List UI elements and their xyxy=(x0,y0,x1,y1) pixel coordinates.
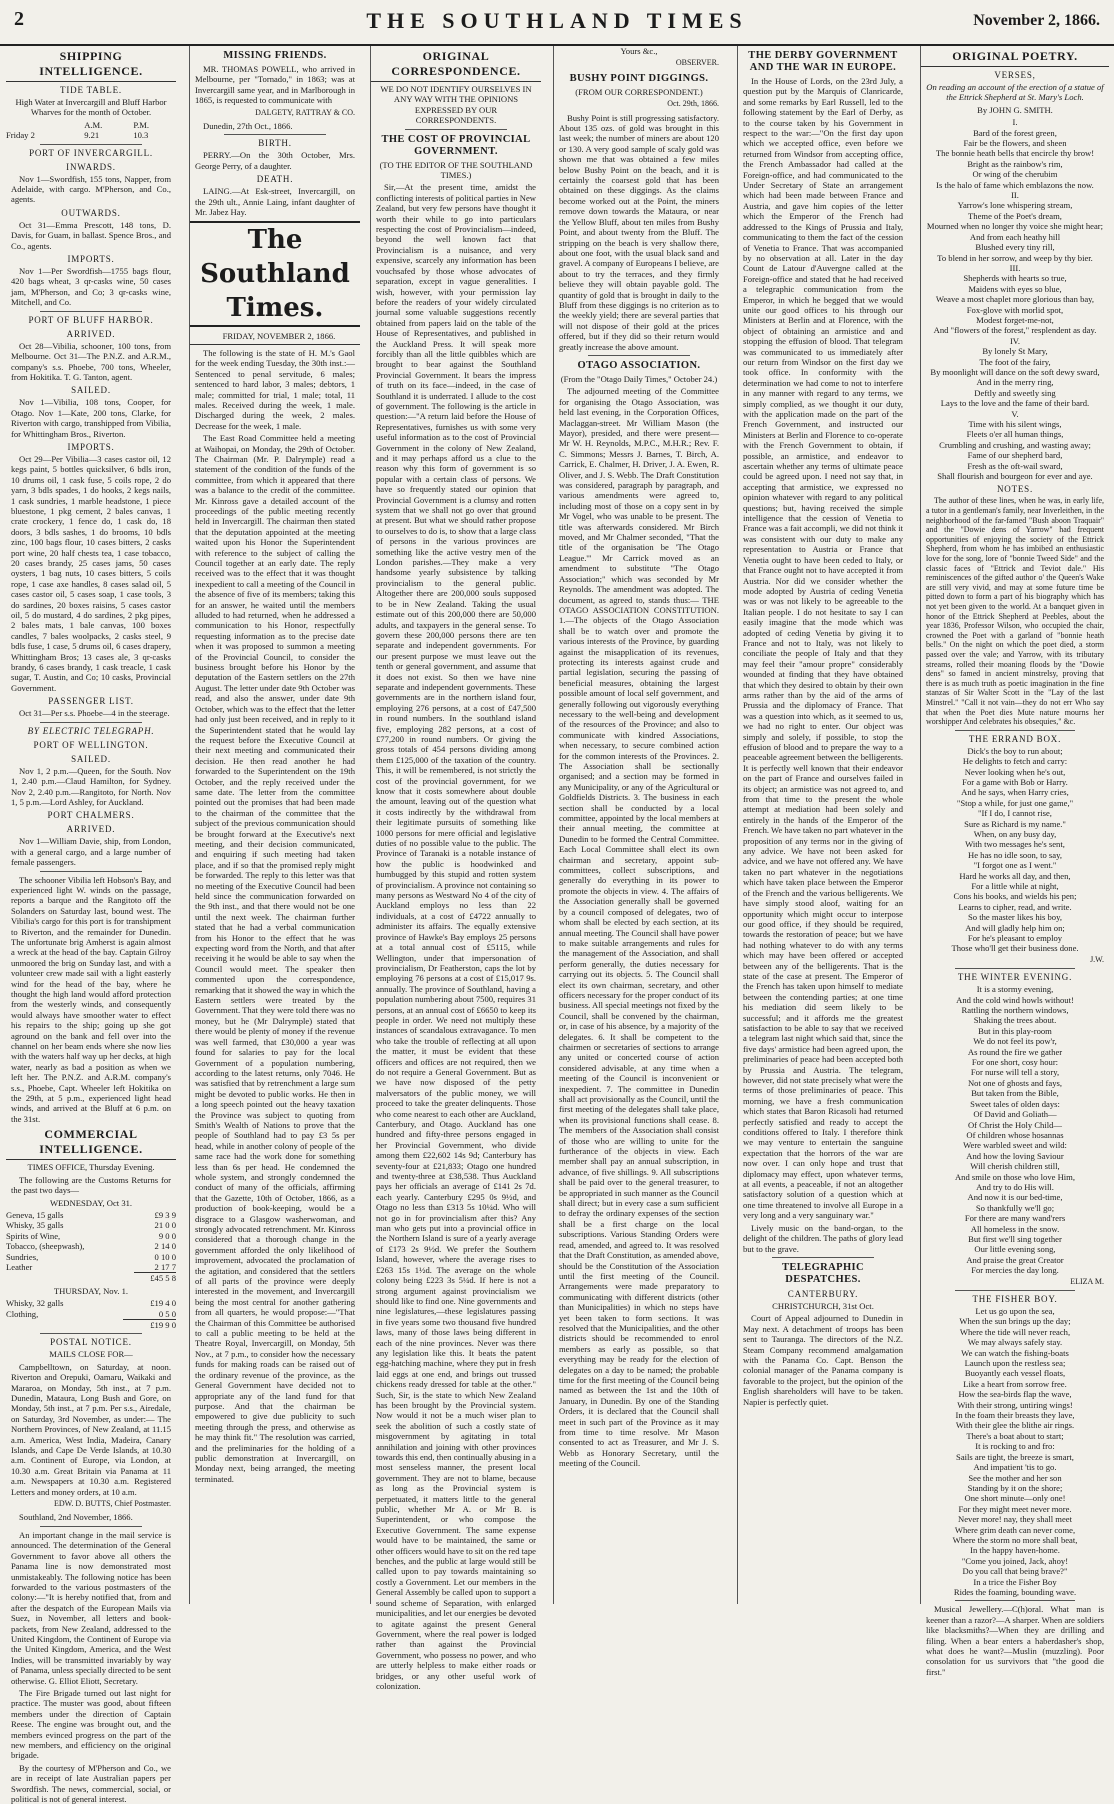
poem-line: For nurse will tell a story, xyxy=(970,1067,1060,1078)
divider xyxy=(40,871,142,872)
poem-line: Is the halo of fame which emblazons the now. xyxy=(936,179,1094,190)
customs-value: 0 10 0 xyxy=(154,1251,176,1262)
telegraphic-text: Court of Appeal adjourned to Dunedin in May next. A detachment of troops has been sent to Tauranga. The directors of the N.Z. Steam Company recommend amalgamation with the Panama Co. Capt. Benson the colonial manager of the Panama company is favorable to the project, but the opinion of the English shareholders will have to be taken. Napier is perfectly quiet. xyxy=(743,1313,903,1407)
column-1 xyxy=(6,46,176,1804)
poem-line: Learns to cipher, read, and write. xyxy=(958,901,1072,912)
tide-pm: 10.3 xyxy=(133,130,149,141)
poem-line: Modest forget-me-not, xyxy=(976,314,1054,325)
mail-notice-text: An important change in the mail service is announced. The determination of the General Government to favor above all others the Panama line is now demonstrated most unmistakeably. The following notice has been forwarded to the various postmasters of the colony:—"It is hereby notified that, from and after the despatch of the European Mails via Suez, in November, all letters and book-packets, from New Zealand, addressed to the United Kingdom, the Continent of Europe via the United Kingdom, America, and the West Indies, will be transmitted invariably by way of Panama, unless specially directed to be sent otherwise. G. Elliot Eliott, Secretary. xyxy=(11,1529,171,1686)
poem-line: Never more! nay, they shall meet xyxy=(958,1514,1072,1525)
poem-line: Hard he works all day, and then, xyxy=(959,870,1071,881)
poem-line: The bonnie heath bells that encircle thy brow! xyxy=(935,148,1095,159)
customs-row xyxy=(6,1220,176,1230)
birth-text: PERRY.—On the 30th October, Mrs. George Perry, of a daughter. xyxy=(195,150,355,171)
column-3 xyxy=(370,46,541,1691)
death-text: LAING.—At Esk-street, Invercargill, on the 29th ult., Annie Laing, infant daughter of Mr. Jabez Hay. xyxy=(195,186,355,218)
divider xyxy=(772,1257,874,1258)
divider xyxy=(955,968,1075,969)
tide-col-am: A.M. xyxy=(84,119,103,130)
poem-line: Bard of the forest green, xyxy=(973,127,1057,138)
poem-line: And try to do His will. xyxy=(976,1181,1054,1192)
poem-line: Not one of ghosts and fays, xyxy=(967,1077,1063,1088)
issue-date: FRIDAY, NOVEMBER 2, 1866. xyxy=(190,331,360,344)
poem-line: For a game with Bob or Harry. xyxy=(962,776,1068,787)
poem-line: In a trice the Fisher Boy xyxy=(973,1576,1057,1587)
errand-box-body xyxy=(921,746,1109,954)
tide-col-pm: P.M. xyxy=(133,119,150,130)
poem-line: Let us go upon the sea, xyxy=(975,1306,1055,1316)
poem-line: Or wing of the cherubim xyxy=(972,169,1058,180)
tide-day: Friday 2 xyxy=(6,130,35,141)
outwards-text: Oct 31—Emma Prescott, 148 tons, D. Davis, for Guam, in ballast. Spence Bros., and Co., agents. xyxy=(11,219,171,251)
poem-line: Like a heart from sorrow free. xyxy=(963,1378,1067,1389)
chalmers-text: Nov 1—William Davie, ship, from London, with a general cargo, and a large number of female passengers. xyxy=(11,836,171,868)
commercial-office: TIMES OFFICE, Thursday Evening. xyxy=(27,1162,155,1173)
poem-line: Cons his books, and wields his pen; xyxy=(953,891,1077,902)
poem-line: We can watch the fishing-boats xyxy=(961,1347,1069,1358)
customs-item: Sundries, xyxy=(6,1251,39,1262)
poem-line: By moonlight will dance on the soft dewy sward, xyxy=(930,366,1100,377)
port-invercargill-heading: PORT OF INVERCARGILL. xyxy=(29,147,153,158)
telegraphic-dateline: CHRISTCHURCH, 31st Oct. xyxy=(772,1300,874,1311)
poem-line: Bright as the rainbow's rim, xyxy=(967,158,1063,169)
poem-line: All homeless in the snow. xyxy=(970,1223,1060,1234)
missing-friends-place: Dunedin, 27th Oct., 1866. xyxy=(203,121,293,132)
poem-line: And "flowers of the forest," resplendent as day. xyxy=(933,325,1097,336)
divider xyxy=(955,1290,1075,1291)
provincial-cost-to: (TO THE EDITOR OF THE SOUTHLAND TIMES.) xyxy=(379,159,533,181)
poem-line: And praise the great Creator xyxy=(966,1254,1064,1265)
poem-line: As round the fire we gather xyxy=(967,1046,1063,1057)
inwards-heading: INWARDS. xyxy=(66,161,116,172)
poem-line: For mercies the day long. xyxy=(971,1265,1059,1276)
customs-item: Whisky, 32 galls xyxy=(6,1298,64,1309)
poem-line: It is rocking to and fro: xyxy=(975,1441,1055,1452)
poem-line: V. xyxy=(1011,408,1019,419)
poem-line: In the happy haven-home. xyxy=(970,1545,1060,1556)
poem-line: Rattling the northern windows, xyxy=(961,1005,1069,1016)
wellington-sailed-heading: SAILED. xyxy=(71,753,111,764)
otago-from: (From the "Otago Daily Times," October 24.) xyxy=(560,373,718,384)
poem-line: III. xyxy=(1009,262,1021,273)
divider xyxy=(955,1600,1075,1601)
postal-sub: MAILS CLOSE FOR— xyxy=(49,1349,133,1360)
poem-line: With two messages he's sent, xyxy=(965,839,1065,850)
poem-line: So thankfully we'll go; xyxy=(975,1202,1055,1213)
bushy-point-from: (FROM OUR CORRESPONDENT.) xyxy=(575,86,703,97)
poem-line: Deftly and sweetly sing xyxy=(974,387,1056,398)
telegraph-heading: BY ELECTRIC TELEGRAPH. xyxy=(27,725,155,736)
poem-line: So the master likes his boy, xyxy=(968,912,1062,923)
poem-line: Do you call that being brave?" xyxy=(962,1566,1068,1577)
poem-line: Weave a most chaplet more glorious than bay, xyxy=(935,294,1095,305)
postal-signed-place: Southland, 2nd November, 1866. xyxy=(19,1512,133,1523)
poem-line: Mourned when no longer thy voice she might hear; xyxy=(926,221,1104,232)
newspaper-running-title: THE SOUTHLAND TIMES xyxy=(366,8,748,33)
customs-item: Leather xyxy=(6,1262,33,1273)
customs-table-2 xyxy=(6,1298,176,1330)
column-4 xyxy=(553,46,724,1604)
customs-row xyxy=(6,1252,176,1262)
tide-table xyxy=(6,120,176,141)
derby-text: In the House of Lords, on the 23rd July, a question put by the Marquis of Clanricarde, and some remarks by Earl Russell, led to the following statement by the Earl of Derby, as to the course taken by his Government in respect to the war:—"On the first day upon which we accepted office, even before we returned from Windsor from accepting office, the French Ambassador had called at the Foreign-office, and had communicated to the Under Secretary of State an arrangement which had been made between France and Austria, and gave him copies of the letter which the Emperor of the French had addressed to the Kings of Prussia and Italy, communicating to them the fact of the cession of Venetia to France. That was accompanied by no observation at all. Later in the day Count de Latour d'Auvergne called at the Foreign-office and stated that he had received a telegraphic communication from the Emperor, in which he begged that we would unite our good offices to his through our Ministers at Berlin and at Florence, with the object of obtaining an armistice and and stopping the effusion of blood. That telegram was communicated to us immediately after our return from Windsor on the first day we took office. In conformity with the determination we had come to not to interfere in any manner with regard to any terms, we simply complied, as we thought it our duty, with the application made on the part of the French Government, and instructed our Ministers at Berlin and Florence to co-operate with the French Government to obtain, if possible, an armistice, and endeavor to ascertain whether any terms of ultimate peace could be agreed upon. I need not say that, in accepting that armistice, we expressed no opinion whatever with regard to any political questions; but, having received the simple intelligence that the cession of Venetia to France was a fait accompli, we did not think it was consistent with our duty to make any representation to Austria or France that Venetia ought to have been ceded to Italy, or that France ought not to have accepted it from Austria. Nor did we consider whether the mode adopted by Austria of ceding Venetia was or was not likely to be agreeable to the Italian people. I do not hesitate to say I can easily imagine that the mode which was adopted of ceding Venetia by giving it to France and not to Italy, was not likely to conciliate the people of Italy and that they may feel their "amour propre" considerably wounded at finding that they have obtained that which they desired to obtain by their own arms rather than by the aid of the arms of Prussia and the diplomacy of France. That was a question into which, as it seemed to us, we had no right to enter. Our object was simply and solely, if possible, to stop the effusion of blood and to prepare the way to a peaceable agreement between the belligerents. It is perfectly well known that their endeavor on the part of France and ourselves failed in its object; an armistice was not agreed to, and from that time to the present the whole attempt at mediation had been solely and entirely in the hands of the Emperor of the French. We have taken no part whatever in the proposition of any terms nor in the giving of any advice. We have not been asked for advice, and we have not offered any. We have taken no part whatever in the negotiations which have taken place between the Emperor of the French and the various belligerents. We have simply stood aloof, waiting for an opportunity which might occur to interpose our good office, if they should be required, towards the restoration of peace; but we have had nothing whatever to do with any terms which may have been offered or accepted between any of the belligerents. That is the state of the case at present. The Emperor of the French has taken upon himself to mediate between the contending parties; at one time his mediation did seem likely to be successful; and it affords me the greatest satisfaction to be able to say that we received a telegram last night which said that, since the five days' armistice had been agreed upon, the preliminaries of peace had been accepted both by Prussia and Austria. The telegram, however, did not state precisely what were the terms of those preliminaries of peace. This morning, we have a fresh communication which states that Baron Ricasoli had returned perfectly satisfied and ready to accept the conditions offered to Italy. I therefore think we may venture to entertain the sanguine expectation that the horrors of the war are now over. I can only hope and trust that diplomacy may effect, upon whatever terms, at all events, a peaceable, if not an altogether satisfactory solution of a question which at one time threatened to involve all Europe in a very long and a very sanguinary war." xyxy=(743,76,903,1221)
poem-line: And the cold wind howls without! xyxy=(956,994,1074,1005)
poem-line: Where grim death can never come, xyxy=(954,1524,1076,1535)
customs-table-1 xyxy=(6,1210,176,1284)
correspondence-disclaimer: WE DO NOT IDENTIFY OURSELVES IN ANY WAY WITH THE OPINIONS EXPRESSED BY OUR CORRESPONDENTS. xyxy=(380,84,532,126)
poem-line: The foot of the fairy, xyxy=(979,356,1051,367)
poem-line: "If I do, I cannot rise, xyxy=(978,808,1052,819)
otago-heading: OTAGO ASSOCIATION. xyxy=(577,359,701,371)
poem-line: In the foam their breasts they lave, xyxy=(955,1410,1075,1421)
divider xyxy=(955,730,1075,731)
poem-line: Standing by it on the shore; xyxy=(967,1482,1063,1493)
arrived-text: Oct 28—Vibilia, schooner, 100 tons, from Melbourne. Oct 31—The P.N.Z. and A.R.M., company's s.s. Phoebe, 700 tons, Wheeler, from Hokitika. T. G. Tanton, agent. xyxy=(11,340,171,382)
inwards-text: Nov 1—Swordfish, 155 tons, Napper, from Adelaide, with cargo. M'Pherson, and Co., agents. xyxy=(11,173,171,205)
telegraphic-heading: TELEGRAPHIC DESPATCHES. xyxy=(782,1261,864,1285)
poem-line: And smile on those who love Him, xyxy=(954,1171,1076,1182)
poem-line: Never looking when he's out, xyxy=(964,766,1066,777)
poem-line: When the sun brings up the day; xyxy=(959,1316,1071,1327)
courtesy-text: By the courtesy of M'Pherson and Co., we are in receipt of late Australian papers per Swordfish. The news, commercial, social, or political is not of general interest. xyxy=(11,1762,171,1804)
telegraphic-place: CANTERBURY. xyxy=(787,1288,859,1299)
commercial-heading: COMMERCIAL INTELLIGENCE. xyxy=(6,1127,176,1160)
shipping-heading: SHIPPING INTELLIGENCE. xyxy=(6,49,176,82)
header-date: November 2, 1866. xyxy=(973,12,1100,29)
editorial-gaol: The following is the state of H. M.'s Gaol for the week ending Tuesday, the 30th inst.:—Sentenced to penal servitude, 6 males; sentenced to hard labor, 3 males; debtors, 1 male; committed for trial, 1 male; total, 11 males. Received during the week, 1 male. Discharged during the week, 2 males. Decrease for the week, 1 male. xyxy=(195,347,355,431)
missing-friends-heading: MISSING FRIENDS. xyxy=(223,50,327,61)
port-chalmers-heading: PORT CHALMERS. xyxy=(47,810,135,821)
customs-item: Clothing, xyxy=(6,1308,39,1319)
customs-value: 9 0 0 xyxy=(158,1230,176,1241)
passenger-text: Oct 31—Per s.s. Phoebe—4 in the steerage. xyxy=(19,708,170,719)
poem-line: But taken from the Bible, xyxy=(971,1088,1059,1099)
provincial-cost-text: Sir,—At the present time, amidst the conflicting interests of political parties in New Zealand, but very few persons have thought it worth their while to go into particulars respecting the cost of Provincialism—indeed, beyond the well known fact that Provincialism is a nuisance, and very expensive, scarcely any information has been vouchsafed by those whose advocates of separation, except in vague generalities. I wish, however, with your permission lay before the readers of your widely circulated journal some valuable suggestions recently obtained from papers laid on the table of the House of Representatives, and published in the Auckland Press. It will speak more forcibly than all the little quibbles which are brought to bear against the Southland Provincial Government. It bears the impress of truth on its face—indeed, in the case of Southland it is underrated. I allude to the cost of government. The following is the article in question:—"A return laid before the House of Representatives, furnishes us with some very useful information as to the cost of Provincial Government in the colony of New Zealand, and it may perhaps afford us a clue to the reason why this form of government is so popular with a certain class of persons. We have so frequently stated our opinion that Provincial Government is a clumsy and rotten system that we shall not go over that ground at present. But what we should rather propose to ourselves to do is, to show that a large class of persons in the various provinces are something like the active vestry men of the London parishes.—They make a very handsome yearly subsistence by talking provincialism to the general public. Altogether there are 200,000 souls supposed to be in New Zealand. Taking the usual estimate out of this 200,000 there are 50,000 adults, and taxpayers in the general sense. To govern these 200,000 persons there are ten separate and independent governments. For our present purpose we must leave out the tenth or general government, and assume that it does not exist. So then we have nine separate and independent governments. These governments are in the northern island four, employing 276 persons, at a cost of £47,500 in round numbers. In the southland island five, employing 282 persons, at a cost of £77,200 in round numbers. Or giving the gross totals of 454 persons dividing among them £125,000 of the taxation of the country. This, it will be remembered, is not strictly the cost of the provincial government, for we know that it costs somewhere about double the amount, leaving out of the question what it costs indirectly by the withdrawal from their legitimate pursuits of something like 1000 persons for mere official and legislative duties of no possible value to the public. The Province of Taranaki is a notable instance of how the public is hoodwinked and humbugged by this stupid and rotten system of provincialism. A province not containing so many persons as Westward No 4 of the city of Auckland employs no less than 22 individuals, at a cost of £4722 annually to administer its affairs. The equally extensive province of Hawke's Bay employs 25 persons at a total annual cost of £5115, while Wellington, under that impersonation of provincialism, Dr Featherston, caps the lot by employing 76 persons at a cost of £15,017 9s. annually. The province of Southland, having a population numbering about 7500, requires 31 persons, at an annual cost of £6650 to keep its people in order. We need not multiply these instances of scandalous extravagance. To men who take the trouble of reflecting at all upon the matter, it must be evident that these officers and offices are not required, then we do not require a General Government. But as we have now disposed of the petty malversators of the public money, we will proceed to take the greater delinquents. Those who come nearest to each other are Auckland, Canterbury, and Otago. Auckland has one hundred and fifty-three persons engaged in her Provincial Government, who divide among them £22,602 14s 9d; Canterbury has seventy-four at £21,833; Otago one hundred and twenty-three at £38,538. Thus Auckland pays her officials an average of £141 2s 7d. each yearly. Canterbury £295 0s 9½d, and Otago no less than £313 5s 10¼d. Who will not go in for provincialism after this? Any man who gets put into a provincial office in the Northern Island is sure of a yearly average of £173 2s 9½d. We prefer the Southern Island, however, where the average rises to £263 15s 1½d. The average on the whole colony being £223 3s 5¼d. If here is not a strong argument against provincialism we should like to find one. Nine governments and nine legislatures,—these legislatures passing in five years some two thousand five hundred laws, many of those laws being different in each of the nine provinces. Never was there any legislation like this. It beats the patent egg-hatching machine, where they put in fresh laid eggs at one end, and brings out trussed chickens ready dressed for table at the other." Such, Sir, is the state to which New Zealand has been brought by the Provincial system. Now would it not be a much wiser plan to seek the abolition of such a costly state of misgovernment by agitating in total annihilation and joining with other provinces towards this end, then continually abusing in a most senseless manner, the present local government. They are not to blame, because as long as the Provincial system is perpetuated, it matters little to the general public, whether Mr A. or Mr B. is Superintendent, or who compose the Executive Government. The same expense would have to be maintained, the same or other officers would have to sit on the red tape benches, and the public at large would still be called upon to pay towards maintaining so costly a Government. Let our members in the General Assembly be called upon to support a sound scheme of Separation, with enlarged municipalities, and let our energies be devoted to agitate against the present General Government, where the real power is lodged rather than against the Provincial Government, who possess no power, and who are utterly helpless to make either roads or bridges, or any other useful work of colonization. xyxy=(376,182,536,1691)
tide-am: 9.21 xyxy=(84,130,100,141)
poem-line: Those who'll get their business done. xyxy=(951,943,1079,954)
customs-item: Whisky, 35 galls xyxy=(6,1220,64,1231)
customs-row xyxy=(6,1241,176,1251)
winter-evening-signature: ELIZA M. xyxy=(1070,1276,1104,1286)
poem-line: Of Christ the Holy Child— xyxy=(967,1119,1063,1130)
poem-line: With their strong, untiring wings! xyxy=(957,1399,1073,1410)
poem-line: For they might meet never more. xyxy=(958,1503,1072,1514)
customs-row xyxy=(6,1309,176,1320)
verses-title: VERSES, xyxy=(994,70,1036,80)
poem-line: Rides the foaming, bounding wave. xyxy=(953,1586,1077,1597)
poem-line: Dick's the boy to run about; xyxy=(967,745,1063,756)
column-5 xyxy=(737,46,908,1604)
otago-text: The adjourned meeting of the Committee for organising the Otago Association, was held last evening, in the Corporation Offices, Maclaggan-street. Mr William Mason (the Mayor), presided, and there were present—Mr W. H. Reynolds, M.P.C., M.H.R.; Rev. F. C. Simmons; Messrs J. Barnes, T. Birch, A. Carrick, E. Chalmer, H. Driver, J. A. Ewen, R. Oliver, and J. S. Webb. The Draft Constitution was considered, paragraph by paragraph, and various amendments were agreed to, including most of those on a copy sent in by Mr Vogel, who was unable to be present. The title was afterwards considered. Mr Birch moved, and Mr Chalmer seconded, "That the title of the organisation be 'The Otago League.'" Mr Carrick moved as an amendment to substitute "The Otago Association;" which was seconded by Mr Reynolds. The amendment was adopted. The document, as agreed to, stands thus:— THE OTAGO ASSOCIATION CONSTITUTION. 1.—The objects of the Otago Association shall be to watch over and promote the various interests of the Province, by guarding against the misapplication of its revenues, protecting its interests against crude and partial legislation, securing the passing of beneficial measures, obtaining the largest possible amount of local self government, and generally following out vigorously everything necessary to the well-being and development of the resources of the Province; and also to communicate with kindred Associations, when necessary, to secure combined action for the common interests of the Provinces. 2. The Association shall be sectionally organised; and a section may be formed in any Municipality, or any of the Agricultural or Goldfields Districts. 3. The business in each section shall be conducted by a local committee, appointed by the local members at their annual meeting, the committee at Dunedin to be formed the Central Committee. Each Local Committee shall elect its own chairman and secretary, appoint sub-committees, collect subscriptions, and generally do everything in its power to promote the objects in view. 4. The affairs of the Association generally shall be governed by a council composed of delegates, two of whom shall be elected by each section, at its annual meeting. The Council shall have power to make suitable arrangements and rules for the management of the Association, and shall perform generally, the duties necessary for carrying out its objects. 5. The Council shall elect its own chairman, secretary, and other officers necessary for the proper conduct of its business. All special meetings not fixed by the Council, shall be convened by the chairman, or, in case of his absence, by a majority of the delegates. 6. It shall be competent to the chairmen or secretaries of sections to arrange any united or concerted course of action considered advisable, at any time when a meeting of the Council is inconvenient or inexpedient. 7. The committee in Dunedin shall act provisionally as the Council, until the first meeting of the delegates shall take place, when its provisional functions shall cease. 8. The members of the Association shall consist of those who are willing to unite for the furtherance of the objects in view. Each member shall pay an annual subscription, in advance, of five shillings. 9. All subscriptions shall be paid over to the general treasurer, to be appropriated in such manner as the Council shall direct; but in every case a sum sufficient to defray the ordinary expenses of the section shall be a first charge on the local subscriptions. Various Standing Orders were read, amended, and agreed to. It was resolved that the Draft Constitution, as amended above, should be the Constitution of the Association until the first meeting of the Council. Arrangements were made preparatory to communicating with different districts (other than Municipalities) in which no steps have yet been taken to form sections. It was resolved that the Municipalities, and the other districts should be recommended to enrol members as early as possible, so that everything may be ready for the election of delegates on a day to be named; the probable time for the first meeting of the Council being named as between the 1st and the 10th of January, in Dunedin. By one of the Standing Orders, it is declared that the Council shall meet in such part of the Province as it may from time to time resolve. Mr Mason consented to act as Treasurer, and Mr J. S. Webb as Honorary Secretary, until the meeting of the Council. xyxy=(559,386,719,1469)
customs-item: Tobacco, (sheepwash), xyxy=(6,1241,85,1252)
tide-heading: TIDE TABLE. xyxy=(60,85,122,95)
customs-value: 2 17 7 xyxy=(154,1261,176,1272)
poem-line: "I forgot one as I went." xyxy=(973,860,1057,871)
shipping-news-text: The schooner Vibilia left Hobson's Bay, and experienced light W. winds on the passage, reports a barque and the Rangitoto off the Solanders on Saturday last, bound west. The Vibilia's cargo for this port is for transhipment to Riverton, and the remainder for Dunedin. The unfortunate brig Amherst is again almost a wreck at the head of the bay. Captain Gilroy unmoored the brig on Sunday last, and with a volunteer crew made sail with a light easterly wind for the head of the bay, where he thought the high land would afford protection from the westerly winds, and consequently would always have smoother water to effect his repairs to the ship; going up she got aground on the bank and fell over into the channel on her beam ends where she now lies with the waters half way up her decks, at high water, nearly as bad a position as when we left her. The P.N.Z. and A.R.M. company's s.s., Phoebe, Capt. Wheeler left Hokitika on the 29th, at 5 p.m., experienced light head winds, and arrived at the Bluff at 6 p.m. on the 31st. xyxy=(11,874,171,1124)
imports-text: Nov 1—Per Swordfish—1755 bags flour, 420 bags wheat, 3 qr-casks wine, 50 cases jam, M'Pherson, and Co; 3 qr-casks wine, Mitchell, and Co. xyxy=(11,266,171,308)
divider xyxy=(588,355,690,356)
poem-line: To blend in her sorrow, and weep by thy bier. xyxy=(937,252,1093,263)
divider xyxy=(224,134,326,135)
customs-row xyxy=(6,1231,176,1241)
poem-line: And impatient 'tis to go. xyxy=(973,1462,1057,1473)
poem-line: Sweet tales of olden days: xyxy=(970,1098,1060,1109)
verses-body xyxy=(921,117,1109,481)
passenger-list-heading: PASSENGER LIST. xyxy=(48,696,134,707)
poem-line: For he's pleasant to employ xyxy=(967,933,1063,943)
arrived-heading: ARRIVED. xyxy=(66,328,116,339)
divider xyxy=(40,722,142,723)
imports2-text: Oct 29—Per Vibilia—3 cases castor oil, 12 kegs paint, 5 bottles quicksilver, 6 bdls iron, 10 drums oil, 1 cask fuse, 5 coils rope, 2 do yarn, 3 bdls spades, 1 do hooks, 2 kegs nails, 1 cask sundries, 1 marble headstone, 1 piece bluestone, 1 pkg cement, 2 bales canvas, 1 crate crockery, 1 fence do, 1 cask do, 18 doors, 3 bdls sashes, 1 do brooms, 10 bdls zinc, 100 bags flour, 10 cases bitters, 2 casks port wine, 20 half chests tea, 1 case tobacco, 20 cases brandy, 25 cases jams, 50 cases oysters, 1 bag nuts, 10 cases bitters, 5 coils rope, 1 case axe handles, 8 cases salad oil, 5 cases castor oil, 5 cases soap, 1 case tools, 3 do sardines, 20 boxes raisins, 5 cases castor oil, 5 do mustard, 4 do sardines, 2 pkg pipes, 2 bales mats, 1 bale canvas, 100 boxes candles, 7 bales woolpacks, 2 casks steel, 9 bdls fuse, 1 case, 5 drums oil, 6 cases drapery, Whittingham Bros; 13 cases ale, 3 qr-casks brandy, 6 cases brandy, 1 cask treacle, 1 cask sugar, T. Austin, and Co; 10 casks, Provincial Government. xyxy=(11,453,171,693)
poem-line: And now it is our bed-time, xyxy=(967,1192,1063,1203)
poem-line: Shall flourish and bourgeon for ever and aye. xyxy=(937,471,1093,482)
death-heading: DEATH. xyxy=(256,174,294,185)
correspondence-close: Yours &c., xyxy=(620,46,658,56)
poem-line: And in the merry ring, xyxy=(976,377,1054,388)
poem-line: I. xyxy=(1012,117,1018,128)
customs-total: £19 9 0 xyxy=(123,1319,176,1330)
poem-line: And how the loving Saviour xyxy=(966,1150,1064,1161)
poem-line: Fox-glove with morlid spot, xyxy=(966,304,1064,315)
poem-line: And he says, when Harry cries, xyxy=(961,787,1069,798)
bushy-point-heading: BUSHY POINT DIGGINGS. xyxy=(569,72,709,84)
poem-line: Shaking the trees about. xyxy=(973,1015,1057,1026)
imports2-heading: IMPORTS. xyxy=(67,441,115,452)
poem-line: Sails are tight, the breeze is smart, xyxy=(956,1451,1074,1462)
errand-box-title: THE ERRAND BOX. xyxy=(968,733,1062,744)
poem-line: "Come you joined, Jack, ahoy! xyxy=(961,1555,1069,1566)
editorial-east-road: The East Road Committee held a meeting at Waihopai, on Monday, the 29th of October. The Chairman (Mr. P. Dalrymple) read a statement of the condition of the funds of the committee, from which it appeared that there was a balance to the credit of the committee. Mr. Kinross gave a detailed account of the proceedings of the public meeting recently held in Invercargill. The chairman then stated that the deputation appointed at the meeting waited upon his Honor the Superintendent with reference to the subject of calling the Council together at an early date. The reply received was to the effect that it was thought inexpedient to call a meeting of the Council in the absence of five of its members; taking this for an answer, he waited until the members alluded to had returned, when he addressed a communication to his Honor, respectfully requesting information as to the precise date when it was proposed to summon a meeting of the Provincial Council, to consider the business brought before his Honor by the deputation of the Eastern settlers on the 27th August. The letter under date 9th October was read, and also the answer, under date 9th October, which was to the effect that the letter had only just been received, and in reply to it the Superintendent stated that he would lay the request before the Executive Council at their next meeting and communicated their decision. He then read another he had forwarded to the Superintendent on the 19th October, and the reply received under the same date. The letter from the committee pointed out the promises that had been made to the chairman of the committee that the subject of the previous communication should be brought forward at the Executive's next meeting, and their decision communicated, and enquiring if such meeting had taken place, and if so that the promised reply might be forwarded. The reply to this letter was that no meeting of the Executive Council had been held since the communication forwarded on the 9th inst., and that there would not be one until the next week. The chairman further stated that he had a verbal communication from his Honor to the effect that he was expecting word from the North, and that after receiving it he would be able to say when the Council would meet. The speaker then commented upon the correspondence, remarking that it showed the way in which the Eastern settlers were treated by the Government. That they were told there was no money, but he (Mr Dalrymple) stated that there would be plenty of money if the revenue was well farmed, that £30,000 a year was found for salaries to pay for the local Government of a population numbering, according to the latest returns, only 7046. He was satisfied that by retrenchment a large sum might be devoted to public works. He then in a long speech pointed out the heavy taxation the Province was subject to quoting from Smith's Wealth of Nations to prove that the people of Southland had to pay £3 5s per head, while in another colony of people of the same race had the work done for something less than 6s per head. He condemned the whole system, and strongly condemned the conduct of many of the officials, affirming that the Gazette, 10th of October, 1866, as a production of book-keeping, would be a disgrace to a Glasgow washerwoman, and strongly advocated retrenchment. Mr. Kinross considered that a thorough change in the government afforded the only likelihood of improvement, advocated the proclamation of the agitation, and considered that the settlers of all parts of the province were deeply interested in the movement, and Invercargill being the most central for another gathering from all quarters, he would propose:—"That the Chairman of this Committee be authorised to call a public meeting to be held at the Theatre Royal, Invercargill, on Monday, 5th Nov., at 7 p.m., to consider how the necessary funds for making roads can be raised out of the ordinary revenue of the province, as the General Government have decided not to appropriate any of the land fund for that purpose. And that the chairman be empowered to give due publicity to such meeting through the press, and otherwise as he may think fit." The resolution was carried, and the preliminaries for the holding of a public demonstration at Invercargill, on Monday next, being arranged, the meeting terminated. xyxy=(195,433,355,1484)
notes-heading: NOTES. xyxy=(996,484,1034,495)
poetry-heading: ORIGINAL POETRY. xyxy=(921,49,1109,67)
derby-tail: Lively music on the band-organ, to the delight of the children. The paths of glory lead but to the grave. xyxy=(743,1222,903,1254)
poem-line: See the mother and her son xyxy=(968,1472,1062,1483)
poem-line: Crumbling and crushing, and wasting away; xyxy=(939,439,1091,450)
divider xyxy=(40,1333,142,1334)
divider xyxy=(40,1526,142,1527)
correspondence-signer: OBSERVER. xyxy=(675,58,719,68)
poem-line: Fair be the flowers, and sheen xyxy=(963,138,1067,149)
fire-brigade-text: The Fire Brigade turned out last night for practice. The muster was good, about fifteen members under the direction of Captain Reese. The engine was brought out, and the members evinced progress on the part of the new members, and efficiency on the original brigade. xyxy=(11,1687,171,1761)
poem-line: Buoyantly each vessel floats, xyxy=(964,1368,1066,1379)
divider xyxy=(40,144,142,145)
poem-line: We do not feel its pow'r, xyxy=(973,1036,1057,1047)
poem-line: Were warbled sweet and wild: xyxy=(963,1140,1067,1151)
sailed-heading: SAILED. xyxy=(71,385,111,396)
poem-line: Fame of our shepherd bard, xyxy=(967,450,1063,461)
poem-line: Blushed every tiny rill, xyxy=(975,242,1055,253)
poem-line: Our little evening song, xyxy=(974,1244,1056,1255)
poem-line: Where the tide will never reach, xyxy=(959,1326,1071,1337)
poem-line: Fresh as the oft-wail sward, xyxy=(967,460,1063,471)
poem-line: For a little while at night, xyxy=(971,880,1059,891)
postal-text: Campbelltown, on Saturday, at noon. Riverton and Orepuki, Oamaru, Waikaki and Mararoa, on Monday, 5th inst., at 7 p.m. Dunedin, Mataura, Long Bush and Gore, on Monday, 5th inst., at 7 p.m. Per s.s., Airedale, on Saturday, 3rd November, as under:— The Northern Provinces, of New Zealand, at 11.15 a.m. America, West India, Madeira, Canary Islands, and Cape De Verde Islands, at 10.30 a.m. Continent of Europe, via London, at 10.30 a.m. Great Britain via Panama at 11 a.m. Newspapers at 10.30 a.m. Registered Letters and money orders, at 10 a.m. xyxy=(11,1361,171,1497)
imports-heading: IMPORTS. xyxy=(67,254,115,265)
poem-line: He delights to fetch and carry: xyxy=(962,756,1068,767)
winter-evening-body xyxy=(921,984,1109,1275)
poem-line: Maidens with eyes so blue, xyxy=(968,283,1062,294)
poem-line: It is a stormy evening, xyxy=(976,984,1054,995)
poem-line: For one short, cosy hour: xyxy=(971,1057,1059,1068)
postal-heading: POSTAL NOTICE. xyxy=(50,1337,132,1348)
poem-line: And will gladly help him on; xyxy=(965,922,1065,933)
page-number: 2 xyxy=(14,8,24,30)
fisher-boy-body xyxy=(921,1306,1109,1597)
poem-line: Of children whose hosannas xyxy=(966,1129,1064,1140)
chalmers-arrived-heading: ARRIVED. xyxy=(66,824,116,835)
missing-friends-signer: DALGETY, RATTRAY & CO. xyxy=(255,107,355,117)
customs-item: Spirits of Wine, xyxy=(6,1230,61,1241)
correspondence-heading: ORIGINAL CORRESPONDENCE. xyxy=(371,49,541,82)
customs-total: £45 5 8 xyxy=(134,1273,176,1284)
customs-value: £9 3 9 xyxy=(154,1209,176,1220)
poem-line: But first we'll sing together xyxy=(968,1233,1062,1244)
port-bluff-heading: PORT OF BLUFF HARBOR. xyxy=(28,314,154,325)
poem-line: By lonely St Mary, xyxy=(982,346,1048,357)
customs-value: 2 14 0 xyxy=(154,1241,176,1252)
poem-line: He has no idle soon, to say, xyxy=(968,849,1062,860)
derby-heading: THE DERBY GOVERNMENT AND THE WAR IN EUROPE. xyxy=(748,50,898,73)
poem-line: Yarrow's lone whispering stream, xyxy=(957,200,1073,211)
birth-heading: BIRTH. xyxy=(258,138,292,149)
poem-line: For there are many wand'rers xyxy=(964,1213,1066,1224)
customs-row xyxy=(6,1210,176,1220)
poem-line: Sure as Richard is my name." xyxy=(964,818,1066,829)
poem-line: IV. xyxy=(1009,335,1021,346)
verses-author: By JOHN G. SMITH. xyxy=(977,104,1053,115)
customs-item: Geneva, 15 galls xyxy=(6,1209,64,1220)
poem-line: One short minute—only one! xyxy=(964,1493,1066,1504)
jokes-text: Musical Jewellery.—C(h)oral. What man is keener than a razor?—A sharper. When are soldiers like blacksmiths?—When they are drilling and filing. When a bear enters a haberdasher's shop, what does he want?—Muslin (muzzling). Poor consolation for us survivors that "the good die first." xyxy=(926,1604,1104,1677)
outwards-heading: OUTWARDS. xyxy=(61,207,121,218)
port-wellington-heading: PORT OF WELLINGTON. xyxy=(33,739,149,750)
poem-line: How the sea-birds flap the wave, xyxy=(958,1389,1072,1400)
bushy-point-text: Bushy Point is still progressing satisfactory. About 135 ozs. of gold was brought in this last week; the number of miners are about 120 or 130. A very good sample of scaly gold was shown me that was obtained a few miles below Bushy Point on the beach, and it is certainly the coarsest gold that has been obtained on these diggings. As the claims become worked out at the Point, the miners remove down towards the Mataura, or near the Yellow Bluff, about ten miles from Bushy Point, and about twenty from the Bluff. The stripping on the beach is very shallow there, about one foot, with the usual black sand and gravel. A company of Europeans I believe, are about to try the terraces, and they firmly believe they will obtain payable gold. The quantity of gold that is brought in daily to the Bluff from these diggings is no criterion as to the weekly yield; there are several parties that will not dispose of their gold at the prices offered, but if they did so their return would greatly increase the above amount. xyxy=(559,112,719,352)
poem-line: Launch upon the restless sea; xyxy=(964,1358,1066,1369)
poem-line: We may always safely stay. xyxy=(967,1337,1063,1348)
customs-value: 0 5 0 xyxy=(158,1308,176,1319)
poem-line: Of David and Goliath— xyxy=(973,1109,1057,1120)
poem-line: And from each heathy hill xyxy=(969,231,1061,242)
column-2 xyxy=(189,46,360,1604)
divider xyxy=(40,311,142,312)
tide-note: High Water at Invercargill and Bluff Harbor Wharves for the month of October. xyxy=(15,97,167,118)
poem-line: "Stop a while, for just one game," xyxy=(956,797,1074,808)
column-6 xyxy=(920,46,1109,1677)
poem-line: Theme of the Poet's dream, xyxy=(968,210,1062,221)
customs-value: 21 0 0 xyxy=(154,1220,176,1231)
poem-line: Time with his silent wings, xyxy=(968,419,1062,429)
poem-line: With their glee the blithe air rings. xyxy=(955,1420,1075,1431)
customs-day-1: WEDNESDAY, Oct 31. xyxy=(49,1197,133,1208)
notes-text: The author of these lines, when he was, in early life, a tutor in a gentleman's family, near Inverleithen, in the neighborhood of the far-famed "Bush aboon Traquair" and the "Dowie dens of Yarrow" had frequent opportunities of enjoying the society of the Ettrick Shepherd, from whom he has imbibed an enthusiastic love for the song, lore of "bonnie Tweed Side" and the classic faces of "Ettrick and Teviot dale." His reminiscences of the gifted author o' the Queen's Wake are still very vivid, and may at some future time be pitted down to form a part of his biography which has not yet been given to the world. At a banquet given in honor of the Ettrick Shepherd at Peebles, about the year 1836, Professor Wilson, who occupied the chair, crowned the Poet with a garland of "bonnie heath bells." On the night on which the poet died, a storm passed over the vale; and Yarrow, with its tributary streams, rolled their moaning floods by the "Dowie dens" so famed in ancient minstrelsy, proving that there is as much truth as poetic imagination in the fine stanzas of Sir Walter Scott in the "Lay of the last Minstrel." "Call it not vain—they do not err Who say that when the Poet dies Mute nature mourns her worshipper And celebrates his obsequies," &c. xyxy=(926,496,1104,727)
sailed-text: Nov 1—Vibilia, 108 tons, Cooper, for Otago. Nov 1—Kate, 200 tons, Clarke, for Riverton with cargo, transhipped from Vibilia, for Whittingham Bros., Riverton. xyxy=(11,397,171,439)
page-header xyxy=(0,0,1114,46)
bushy-point-dateline: Oct. 29th, 1866. xyxy=(667,99,719,109)
winter-evening-title: THE WINTER EVENING. xyxy=(957,972,1073,983)
provincial-cost-title: THE COST OF PROVINCIAL GOVERNMENT. xyxy=(381,133,531,157)
poem-line: Fleets o'er all human things, xyxy=(966,429,1064,440)
poem-line: II. xyxy=(1011,190,1019,201)
customs-value: £19 4 0 xyxy=(150,1298,176,1309)
customs-row xyxy=(6,1262,176,1273)
missing-friends-text: MR. THOMAS POWELL, who arrived in Melbourne, per "Tornado," in 1863; was at Invercargill same year, and in Marlborough in 1865, is requested to communicate with xyxy=(195,64,355,106)
errand-box-signature: J.W. xyxy=(1090,954,1104,964)
poem-line: Shepherds with hearts so true, xyxy=(963,273,1067,284)
customs-total-row xyxy=(6,1273,176,1284)
wellington-text: Nov 1, 2 p.m.—Queen, for the South. Nov 1, 2.40 p.m.—Claud Hamilton, for Sydney. Nov 2, 2.40 p.m.—Rangitoto, for North. Nov 1, 5 p.m.—Lord Ashley, for Auckland. xyxy=(11,765,171,807)
poem-line: Lays to the love and the fame of their bard. xyxy=(940,398,1090,409)
divider xyxy=(405,129,507,130)
poem-line: When, on any busy day, xyxy=(973,828,1057,839)
poem-line: Where the storm no more shall beat, xyxy=(952,1534,1078,1545)
poem-line: Will cherish children still, xyxy=(970,1161,1060,1172)
verses-subtitle: On reading an account of the erection of a statue of the Ettrick Shepherd at St. Mary's Loch. xyxy=(926,82,1104,103)
customs-day-2: THURSDAY, Nov. 1. xyxy=(53,1285,129,1296)
postal-signer: EDW. D. BUTTS, Chief Postmaster. xyxy=(53,1499,171,1509)
commercial-intro: The following are the Customs Returns for the past two days— xyxy=(11,1174,171,1196)
poem-line: But in this play-room xyxy=(978,1025,1052,1036)
fisher-boy-title: THE FISHER BOY. xyxy=(972,1294,1058,1304)
newspaper-flag: The Southland Times. xyxy=(190,221,360,327)
customs-row xyxy=(6,1298,176,1308)
customs-total-row xyxy=(6,1319,176,1330)
poem-line: There's a boat about to start; xyxy=(966,1430,1064,1441)
